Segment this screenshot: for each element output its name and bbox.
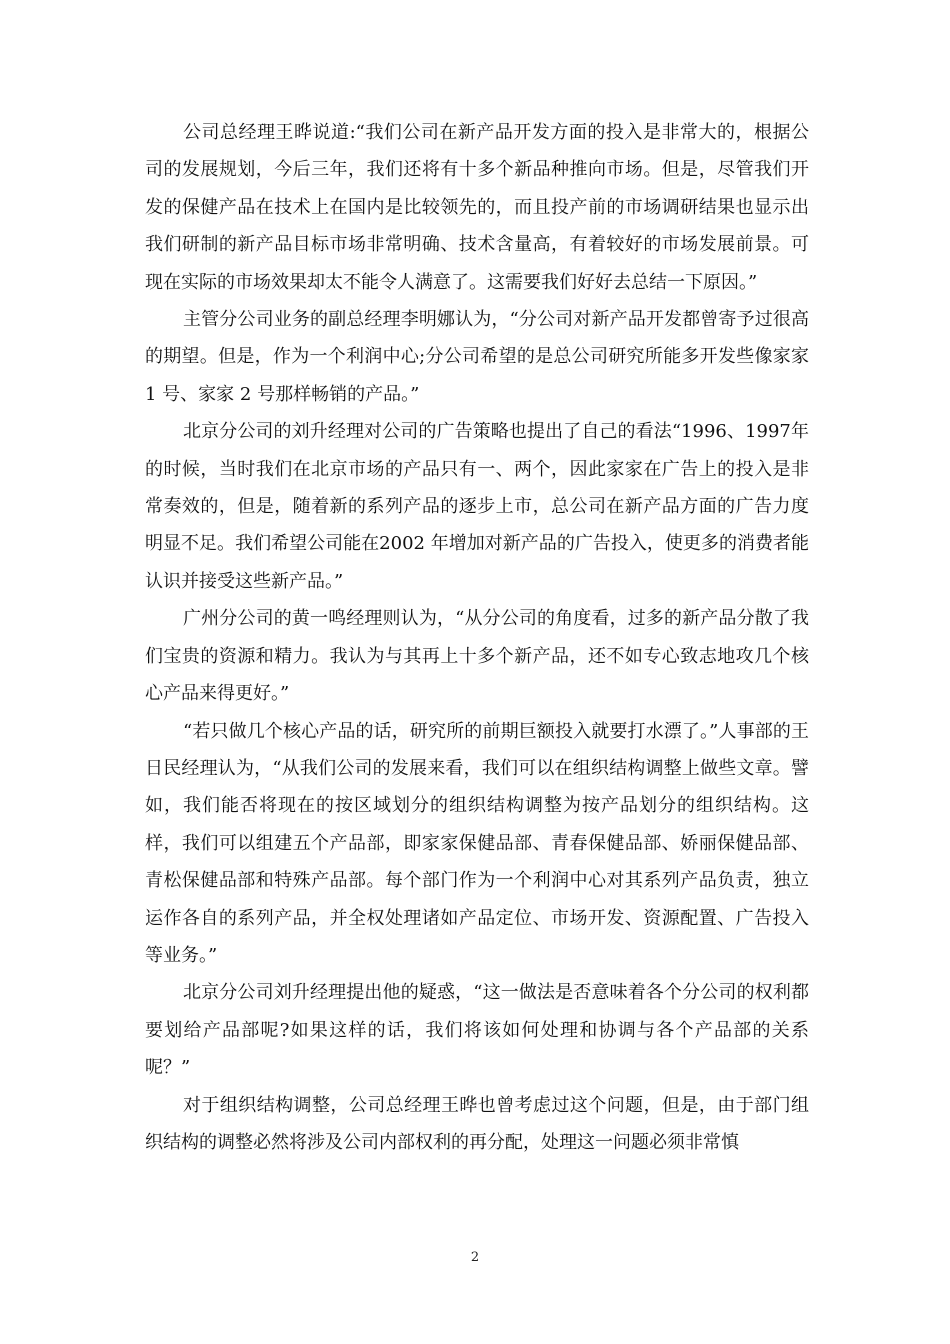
paragraph-deputy-gm-remarks: 主管分公司业务的副总经理李明娜认为，“分公司对新产品开发都曾寄予过很高的期望。但是，作为一个利润中心;分公司希望的是总公司研究所能多开发些像家家 1 号、家家 2 号那样畅销的产品。” xyxy=(145,309,809,405)
paragraph-ceo-consideration: 对于组织结构调整，公司总经理王晔也曾考虑过这个问题，但是，由于部门组织结构的调整必然将涉及公司内部权利的再分配，处理这一问题必须非常慎 xyxy=(145,1094,809,1153)
paragraph-hr-restructuring: “若只做几个核心产品的话，研究所的前期巨额投入就要打水漂了。”人事部的王日民经理认为，“从我们公司的发展来看，我们可以在组织结构调整上做些文章。譬如，我们能否将现在的按区域划分的组织结构调整为按产品划分的组织结构。这样，我们可以组建五个产品部，即家家保健品部、青春保健品部、娇丽保健品部、青松保健品部和特殊产品部。每个部门作为一个利润中心对其系列产品负责，独立运作各自的系列产品，并全权处理诸如产品定位、市场开发、资源配置、广告投入等业务。” xyxy=(145,720,809,966)
paragraph-guangzhou-remarks: 广州分公司的黄一鸣经理则认为，“从分公司的角度看，过多的新产品分散了我们宝贵的资源和精力。我认为与其再上十多个新产品，还不如专心致志地攻几个核心产品来得更好。” xyxy=(145,608,809,705)
page-number: 2 xyxy=(470,1250,480,1265)
paragraph-beijing-question: 北京分公司刘升经理提出他的疑惑，“这一做法是否意味着各个分公司的权利都要划给产品部呢?如果这样的话，我们将该如何处理和协调与各个产品部的关系呢？” xyxy=(145,982,809,1079)
paragraph-beijing-advertising: 北京分公司的刘升经理对公司的广告策略也提出了自己的看法“1996、1997年的时候，当时我们在北京市场的产品只有一、两个，因此家家在广告上的投入是非常奏效的，但是，随着新的系列产品的逐步上市，总公司在新产品方面的广告力度明显不足。我们希望公司能在2002 年增加对新产品的广告投入，使更多的消费者能认识并接受这些新产品。” xyxy=(145,421,809,592)
document-body xyxy=(145,114,809,1161)
paragraph-ceo-remarks: 公司总经理王晔说道:“我们公司在新产品开发方面的投入是非常大的，根据公司的发展规划，今后三年，我们还将有十多个新品种推向市场。但是，尽管我们开发的保健产品在技术上在国内是比较领先的，而且投产前的市场调研结果也显示出我们研制的新产品目标市场非常明确、技术含量高，有着较好的市场发展前景。可现在实际的市场效果却太不能令人满意了。这需要我们好好去总结一下原因。” xyxy=(145,122,809,293)
